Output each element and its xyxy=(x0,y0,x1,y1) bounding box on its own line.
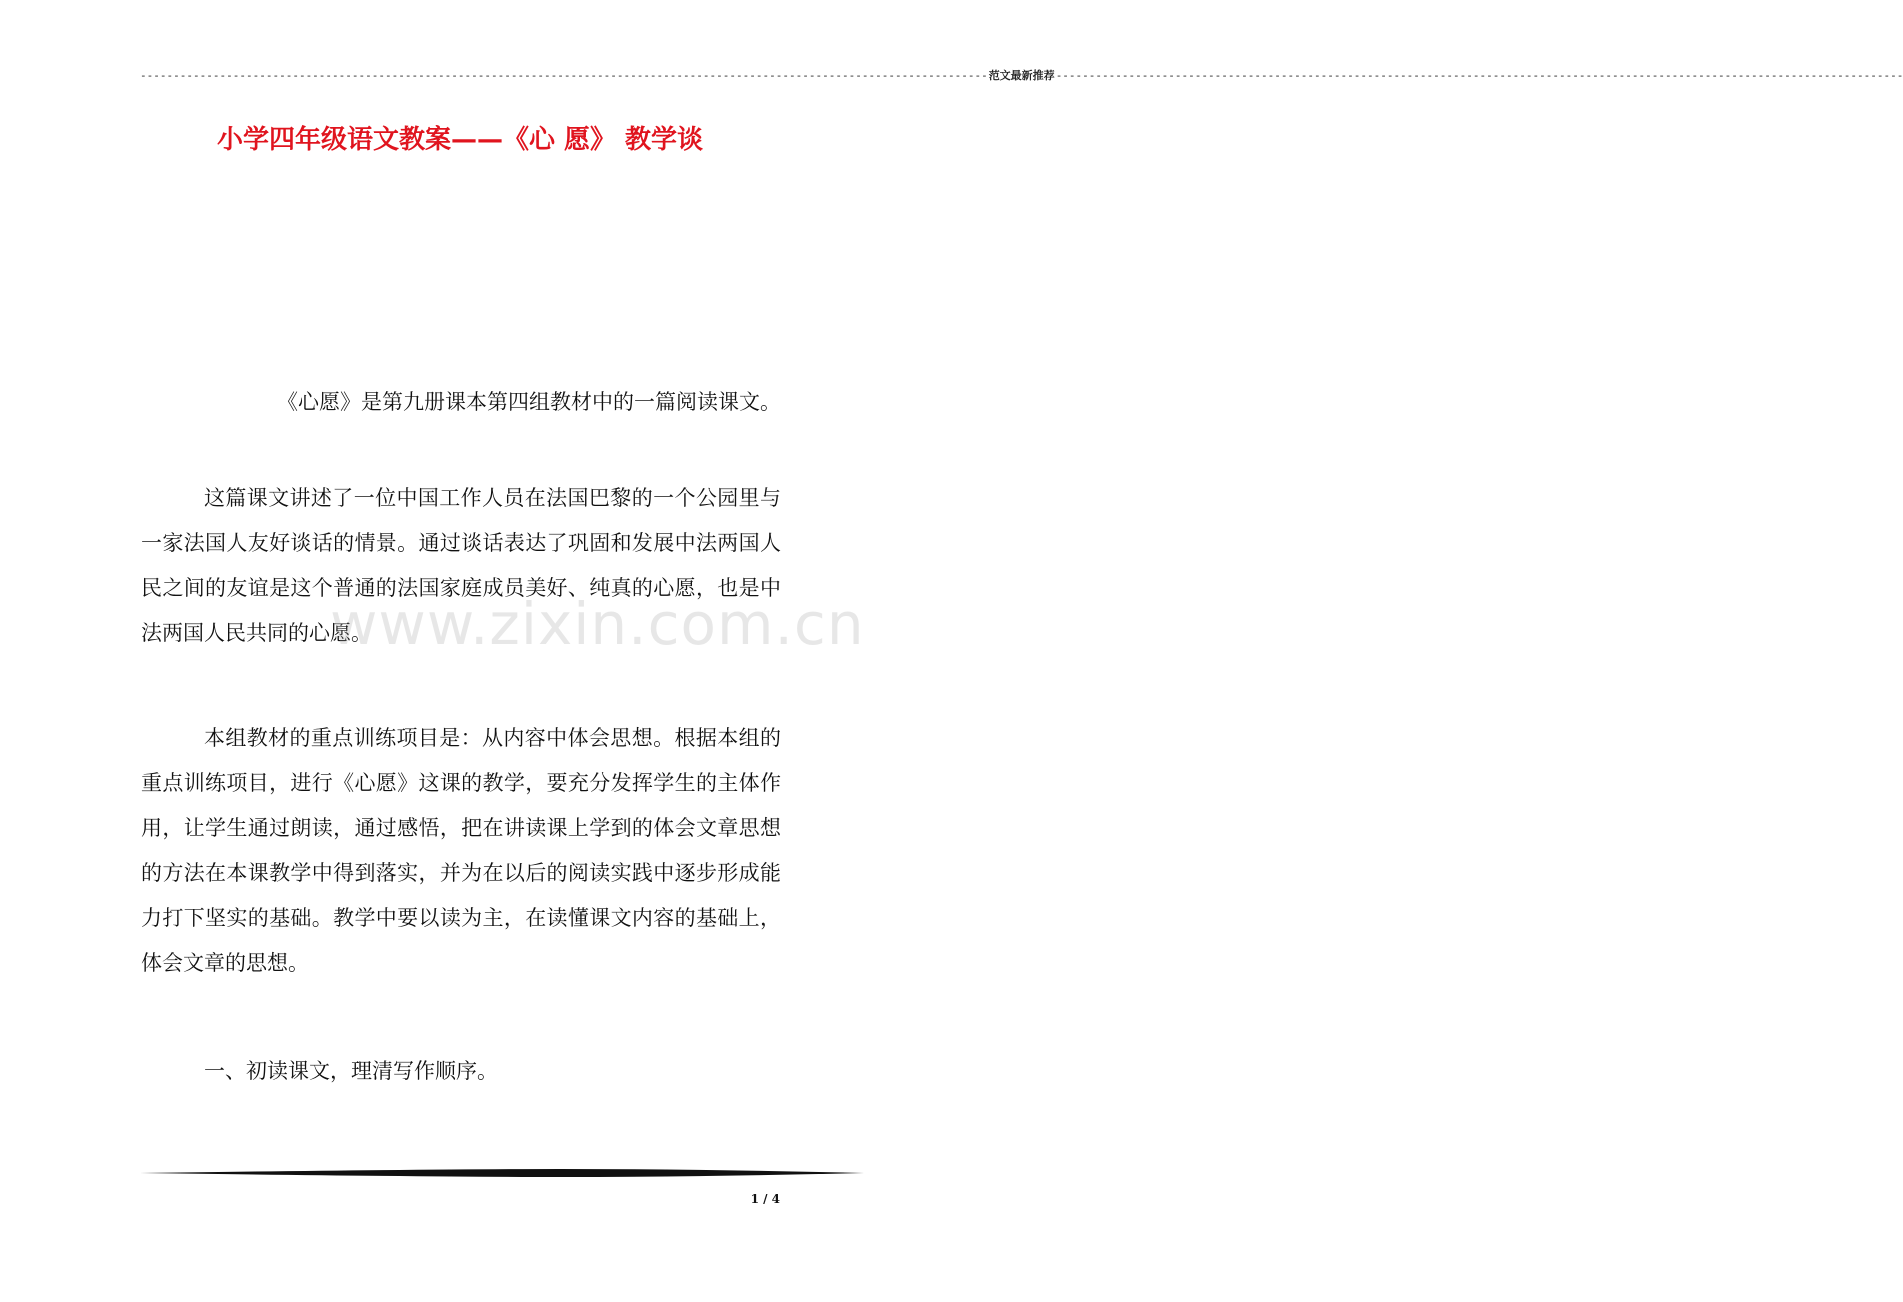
header-label: 范文最新推荐 xyxy=(988,69,1055,82)
paragraph-teaching-focus: 本组教材的重点训练项目是：从内容中体会思想。根据本组的重点训练项目，进行《心愿》这课的教学，要充分发挥学生的主体作用，让学生通过朗读，通过感悟，把在讲读课上学到的体会文章思想的方法在本课教学中得到落实，并为在以后的阅读实践中逐步形成能力打下坚实的基础。教学中要以读为主，在读懂课文内容的基础上，体会文章的思想。 xyxy=(141,726,781,975)
paragraph-story-summary: 这篇课文讲述了一位中国工作人员在法国巴黎的一个公园里与一家法国人友好谈话的情景。通过谈话表达了巩固和发展中法两国人民之间的友谊是这个普通的法国家庭成员美好、纯真的心愿，也是中法两国人民共同的心愿。 xyxy=(141,486,781,645)
footer-rule xyxy=(140,1165,864,1181)
paragraph-intro: 《心愿》是第九册课本第四组教材中的一篇阅读课文。 xyxy=(277,390,781,414)
page-number: 1 / 4 xyxy=(750,1192,780,1206)
watermark: www.zixin.com.cn xyxy=(330,590,865,658)
header-right-dashes: -------------------------------------------------------------------------------------------------------------------------------- xyxy=(1055,69,1903,82)
paragraph-section-one-heading: 一、初读课文，理清写作顺序。 xyxy=(204,1059,498,1083)
document-title: 小学四年级语文教案——《心 愿》 教学谈 xyxy=(216,125,704,155)
header-left-dashes: -------------------------------------------------------------------------------------------------------------------------------- xyxy=(140,69,988,82)
header-line xyxy=(140,68,1903,84)
